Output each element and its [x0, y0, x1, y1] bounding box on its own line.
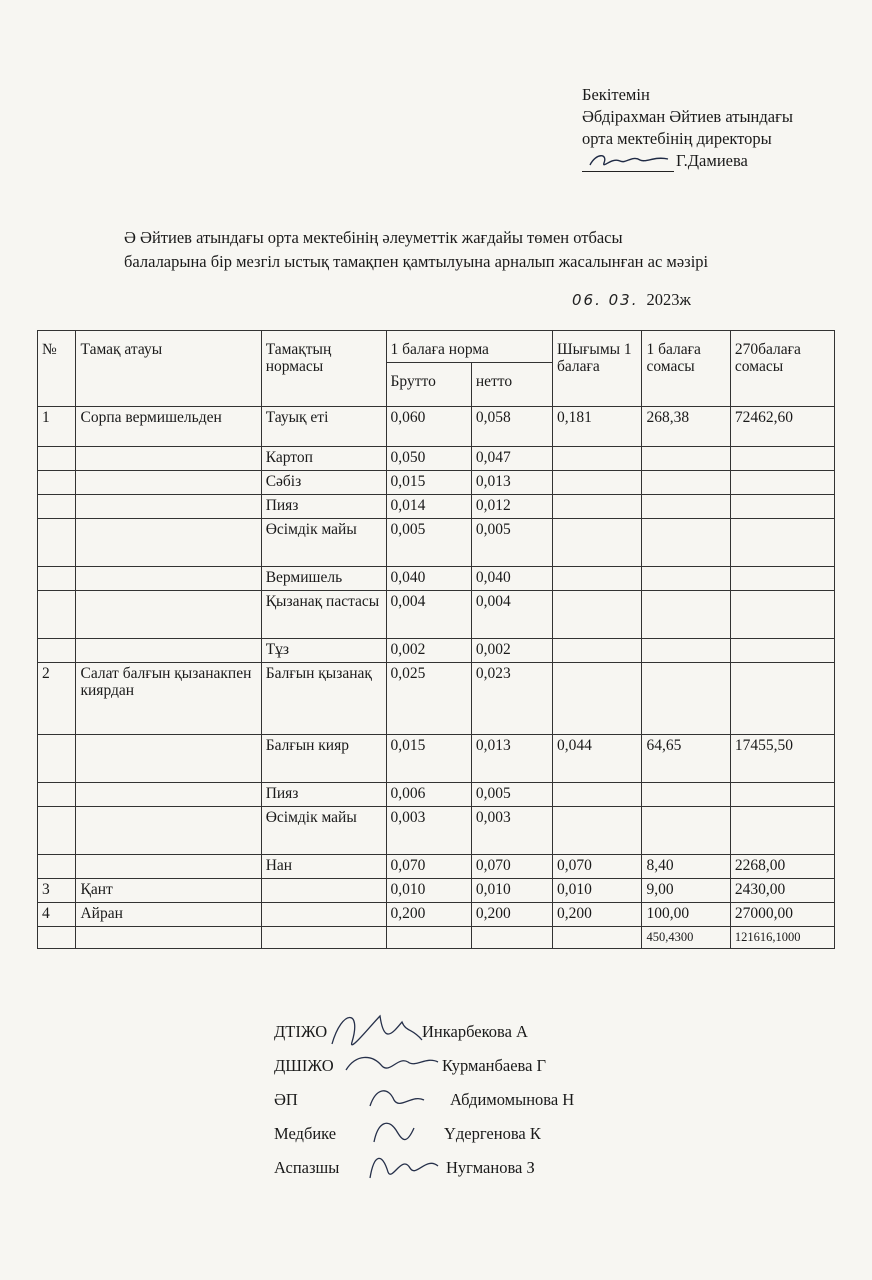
cell-all	[730, 639, 834, 663]
date-year: 2023ж	[646, 290, 691, 309]
title-line-2: балаларына бір мезгіл ыстық тамақпен қамтылуына арналып жасалынған ас мәзірі	[124, 252, 709, 271]
cell-brutto: 0,050	[386, 447, 471, 471]
cell-all	[730, 567, 834, 591]
header-one-child-sum: 1 балаға сомасы	[642, 331, 730, 407]
header-all-children-sum: 270балаға сомасы	[730, 331, 834, 407]
cell-one	[642, 807, 730, 855]
document-title	[124, 226, 708, 274]
cell-num	[38, 471, 76, 495]
total-row	[38, 927, 835, 949]
cell-output: 0,070	[553, 855, 642, 879]
cell-one: 64,65	[642, 735, 730, 783]
cell-output: 0,010	[553, 879, 642, 903]
cell-output: 0,044	[553, 735, 642, 783]
cell-one	[642, 519, 730, 567]
cell-brutto: 0,006	[386, 783, 471, 807]
total-empty-cell	[471, 927, 552, 949]
table-row	[38, 471, 835, 495]
cell-output	[553, 471, 642, 495]
table-row	[38, 735, 835, 783]
cell-num	[38, 807, 76, 855]
cell-name	[76, 807, 261, 855]
total-empty-cell	[261, 927, 386, 949]
table-row	[38, 879, 835, 903]
director-title-line: орта мектебінің директоры	[582, 129, 772, 148]
cell-num	[38, 567, 76, 591]
cell-all: 2430,00	[730, 879, 834, 903]
cell-netto: 0,002	[471, 639, 552, 663]
cell-output	[553, 807, 642, 855]
cell-all: 72462,60	[730, 407, 834, 447]
cell-num	[38, 855, 76, 879]
table-row	[38, 407, 835, 447]
cell-output: 0,181	[553, 407, 642, 447]
table-row	[38, 519, 835, 567]
cell-name: Сорпа вермишельден	[76, 407, 261, 447]
cell-netto: 0,058	[471, 407, 552, 447]
cell-netto: 0,004	[471, 591, 552, 639]
cell-brutto: 0,005	[386, 519, 471, 567]
cell-name	[76, 783, 261, 807]
cell-norm: Пияз	[261, 495, 386, 519]
cell-one	[642, 567, 730, 591]
cell-brutto: 0,070	[386, 855, 471, 879]
cell-netto: 0,013	[471, 735, 552, 783]
cell-norm: Қызанақ пастасы	[261, 591, 386, 639]
cell-norm: Вермишель	[261, 567, 386, 591]
cell-all	[730, 663, 834, 735]
total-empty-cell	[38, 927, 76, 949]
cell-netto: 0,005	[471, 783, 552, 807]
cell-output	[553, 567, 642, 591]
cell-one	[642, 591, 730, 639]
cell-brutto: 0,010	[386, 879, 471, 903]
cell-output	[553, 639, 642, 663]
cell-num: 2	[38, 663, 76, 735]
cell-netto: 0,013	[471, 471, 552, 495]
cell-output	[553, 519, 642, 567]
table-row	[38, 567, 835, 591]
cell-name	[76, 591, 261, 639]
cell-brutto: 0,014	[386, 495, 471, 519]
cell-norm	[261, 903, 386, 927]
cell-num	[38, 735, 76, 783]
table-row	[38, 807, 835, 855]
signatory-name: Үдергенова К	[444, 1124, 541, 1143]
cell-all	[730, 519, 834, 567]
signatory-role: Аспазшы	[274, 1158, 340, 1177]
document-date	[572, 290, 691, 310]
cell-netto: 0,047	[471, 447, 552, 471]
cell-all	[730, 591, 834, 639]
cell-all: 2268,00	[730, 855, 834, 879]
approval-block	[582, 84, 793, 172]
director-signature-line	[582, 150, 793, 172]
cell-name	[76, 567, 261, 591]
cell-output	[553, 495, 642, 519]
cell-output: 0,200	[553, 903, 642, 927]
approval-heading: Бекітемін	[582, 85, 650, 104]
cell-num: 4	[38, 903, 76, 927]
cell-all	[730, 447, 834, 471]
cell-name: Қант	[76, 879, 261, 903]
signatory-name: Абдимомынова Н	[450, 1090, 575, 1109]
cell-name	[76, 447, 261, 471]
cell-brutto: 0,060	[386, 407, 471, 447]
total-empty-cell	[553, 927, 642, 949]
signatory-name: Инкарбекова А	[422, 1022, 528, 1041]
cell-one	[642, 663, 730, 735]
cell-num	[38, 447, 76, 471]
cell-brutto: 0,015	[386, 471, 471, 495]
cell-netto: 0,200	[471, 903, 552, 927]
cell-norm: Балғын қызанақ	[261, 663, 386, 735]
cell-netto: 0,070	[471, 855, 552, 879]
cell-one	[642, 783, 730, 807]
header-per-child-norm: 1 балаға норма	[386, 331, 552, 363]
cell-output	[553, 783, 642, 807]
header-brutto: Брутто	[386, 363, 471, 407]
cell-norm: Өсімдік майы	[261, 519, 386, 567]
cell-num	[38, 783, 76, 807]
cell-one: 100,00	[642, 903, 730, 927]
cell-name: Салат балғын қызанакпен киярдан	[76, 663, 261, 735]
cell-all	[730, 495, 834, 519]
table-row	[38, 495, 835, 519]
cell-one	[642, 639, 730, 663]
signatory-role: ДТІЖО	[274, 1022, 328, 1041]
cell-output	[553, 591, 642, 639]
signatory-name: Нугманова З	[446, 1158, 535, 1177]
title-line-1: Ә Әйтиев атындағы орта мектебінің әлеуметтік жағдайы төмен отбасы	[124, 228, 623, 247]
cell-name	[76, 735, 261, 783]
director-signature-icon	[582, 151, 674, 172]
cell-norm: Тұз	[261, 639, 386, 663]
header-output: Шығымы 1 балаға	[553, 331, 642, 407]
table-row	[38, 663, 835, 735]
school-name-line: Әбдірахман Әйтиев атындағы	[582, 107, 793, 126]
cell-num	[38, 495, 76, 519]
header-norm: Тамақтың нормасы	[261, 331, 386, 407]
header-name: Тамақ атауы	[76, 331, 261, 407]
cell-norm: Картоп	[261, 447, 386, 471]
cell-all: 27000,00	[730, 903, 834, 927]
total-one: 450,4300	[642, 927, 730, 949]
cell-norm: Нан	[261, 855, 386, 879]
cell-name	[76, 471, 261, 495]
signatory-role: Медбике	[274, 1124, 337, 1143]
cell-netto: 0,023	[471, 663, 552, 735]
cell-output	[553, 663, 642, 735]
signatory-role: ДШІЖО	[274, 1056, 334, 1075]
table-row	[38, 783, 835, 807]
cell-name	[76, 855, 261, 879]
cell-norm	[261, 879, 386, 903]
table-row	[38, 639, 835, 663]
cell-one: 9,00	[642, 879, 730, 903]
cell-name: Айран	[76, 903, 261, 927]
cell-one	[642, 447, 730, 471]
cell-name	[76, 495, 261, 519]
cell-norm: Өсімдік майы	[261, 807, 386, 855]
cell-netto: 0,040	[471, 567, 552, 591]
menu-table	[37, 330, 835, 949]
cell-brutto: 0,015	[386, 735, 471, 783]
cell-all: 17455,50	[730, 735, 834, 783]
table-row	[38, 447, 835, 471]
cell-one	[642, 471, 730, 495]
cell-one: 268,38	[642, 407, 730, 447]
total-empty-cell	[386, 927, 471, 949]
cell-brutto: 0,200	[386, 903, 471, 927]
cell-netto: 0,012	[471, 495, 552, 519]
cell-netto: 0,010	[471, 879, 552, 903]
cell-num: 3	[38, 879, 76, 903]
cell-netto: 0,005	[471, 519, 552, 567]
cell-one	[642, 495, 730, 519]
header-num: №	[38, 331, 76, 407]
cell-one: 8,40	[642, 855, 730, 879]
handwritten-date: 06. 03.	[572, 291, 639, 309]
cell-brutto: 0,002	[386, 639, 471, 663]
cell-num	[38, 519, 76, 567]
signature-icon	[346, 1150, 456, 1190]
table-row	[38, 903, 835, 927]
cell-brutto: 0,040	[386, 567, 471, 591]
cell-all	[730, 783, 834, 807]
cell-num: 1	[38, 407, 76, 447]
cell-all	[730, 471, 834, 495]
signatory-name: Курманбаева Г	[442, 1056, 547, 1075]
total-empty-cell	[76, 927, 261, 949]
cell-norm: Балғын кияр	[261, 735, 386, 783]
cell-num	[38, 591, 76, 639]
cell-netto: 0,003	[471, 807, 552, 855]
cell-norm: Сәбіз	[261, 471, 386, 495]
cell-norm: Тауық еті	[261, 407, 386, 447]
header-netto: нетто	[471, 363, 552, 407]
cell-name	[76, 519, 261, 567]
total-all: 121616,1000	[730, 927, 834, 949]
signatory-role: ӘП	[274, 1090, 298, 1109]
cell-brutto: 0,003	[386, 807, 471, 855]
cell-norm: Пияз	[261, 783, 386, 807]
cell-brutto: 0,004	[386, 591, 471, 639]
director-name: Г.Дамиева	[676, 151, 748, 170]
cell-brutto: 0,025	[386, 663, 471, 735]
table-row	[38, 855, 835, 879]
cell-name	[76, 639, 261, 663]
table-row	[38, 591, 835, 639]
cell-num	[38, 639, 76, 663]
cell-all	[730, 807, 834, 855]
cell-output	[553, 447, 642, 471]
